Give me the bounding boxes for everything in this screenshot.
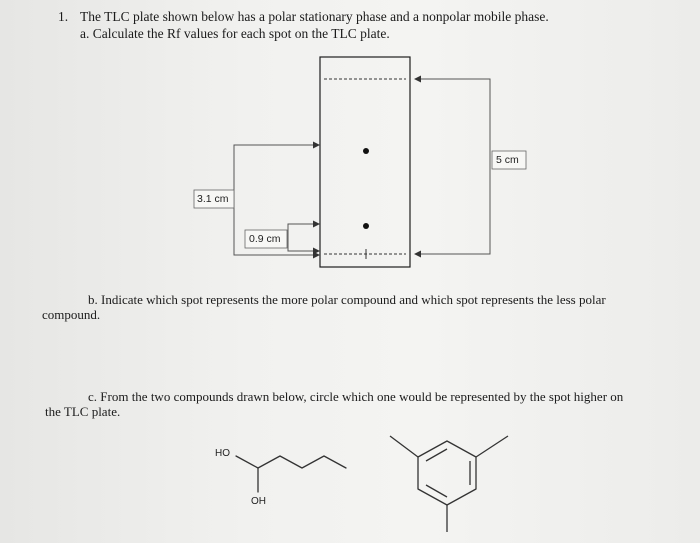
- question-intro: The TLC plate shown below has a polar stationary phase and a nonpolar mobile phase.: [80, 9, 549, 24]
- question-number: 1.: [58, 9, 69, 24]
- solvent-front-bracket: [418, 79, 490, 254]
- spot-upper: [363, 148, 369, 154]
- arrowhead-upper: [313, 142, 320, 149]
- diol-ho-label: HO: [215, 448, 230, 459]
- part-a-text: a. Calculate the Rf values for each spot on the TLC plate.: [80, 26, 390, 41]
- part-c-text-line1: c. From the two compounds drawn below, circle which one would be represented by the spot higher on: [88, 389, 624, 404]
- spot-lower-label: 0.9 cm: [249, 233, 281, 245]
- spot-upper-label: 3.1 cm: [197, 193, 229, 205]
- tlc-plate: [320, 57, 410, 267]
- diol-oh-label: OH: [251, 496, 266, 507]
- arrowhead-base-right: [414, 251, 421, 258]
- arrowhead-lower: [313, 221, 320, 228]
- part-b-text-line2: compound.: [42, 307, 101, 322]
- part-b-text-line1: b. Indicate which spot represents the more polar compound and which spot represents the less polar: [88, 292, 606, 307]
- part-c-text-line2: the TLC plate.: [45, 404, 121, 419]
- xylene-molecule: [390, 436, 508, 532]
- spot-lower-bracket: [288, 224, 316, 251]
- diol-molecule: [236, 456, 346, 492]
- arrowhead-front: [414, 76, 421, 83]
- solvent-front-label: 5 cm: [496, 154, 519, 166]
- spot-lower: [363, 223, 369, 229]
